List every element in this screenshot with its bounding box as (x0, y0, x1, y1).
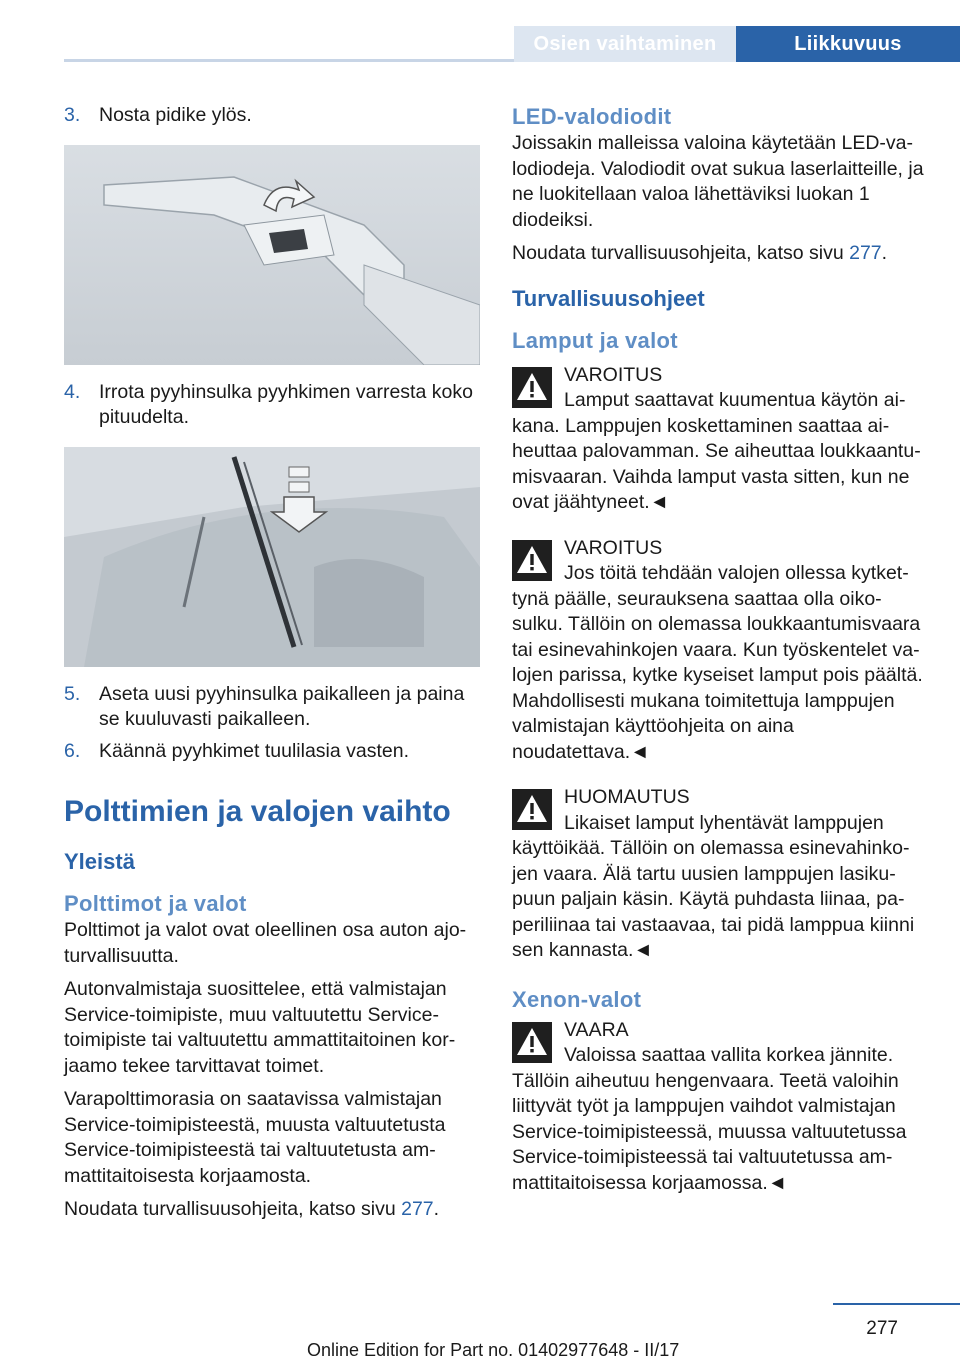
warning-block (512, 363, 926, 516)
notice-label: HUOMAUTUS (564, 786, 690, 808)
step-number: 4. (64, 380, 81, 403)
step-text: Nosta pidike ylös. (99, 104, 252, 126)
page-link[interactable]: 277 (401, 1198, 434, 1220)
reference-paragraph (512, 241, 926, 267)
page-link[interactable]: 277 (849, 242, 882, 264)
paragraph: Polttimot ja valot ovat oleellinen osa auton ajo-turvallisuutta. (64, 919, 467, 967)
subsection-heading: Yleistä (64, 849, 135, 874)
left-column (64, 103, 480, 1231)
warning-first-line: Lamput saattavat kuumentua käytön ai- (564, 389, 906, 411)
tab-section[interactable]: Osien vaihtaminen (514, 26, 736, 62)
warning-icon (512, 1022, 552, 1063)
step-number: 6. (64, 739, 81, 762)
step-text: Aseta uusi pyyhinsulka paikalleen ja paina se kuuluvasti paikalleen. (99, 682, 465, 730)
paragraph: Autonvalmistaja suosittelee, että valmistajan Service-toimipiste, muu valtuutettu Service-toimipiste tai valtuutettu ammattitaitoinen kor-jaamo tekee tarvittavat toimet. (64, 978, 456, 1077)
paragraph: Joissakin malleissa valoina käytetään LED-va-lodiodeja. Valodiodit ovat sukua laserlaitteille, ja ne luokitellaan valoa lähettäviksi luokan 1 diodeiksi. (512, 132, 924, 231)
warning-first-line: Jos töitä tehdään valojen ollessa kytket- (564, 562, 909, 584)
step-text: Käännä pyyhkimet tuulilasia vasten. (99, 739, 410, 762)
notice-block (512, 785, 926, 964)
step-text: Irrota pyyhinsulka pyyhkimen varresta koko pituudelta. (99, 380, 473, 428)
section-heading: Polttimien ja valojen vaihto (64, 795, 451, 828)
step-3 (64, 103, 480, 129)
notice-body: käyttöikää. Tällöin on olemassa esinevahinko-jen vaara. Älä tartu uusien lamppujen lasiku-puun paljain käsin. Käytä puhdasta liinaa, pa-periliinaa tai vastaavaa, tai pidä lamppua kiinni sen kannasta.◄ (512, 837, 915, 961)
wiper-holder-illustration (64, 145, 480, 365)
step-5 (64, 682, 480, 733)
reference-text: Noudata turvallisuusohjeita, katso sivu (64, 1198, 402, 1220)
topic-heading: Xenon-valot (512, 986, 642, 1012)
step-number: 5. (64, 682, 81, 705)
warning-icon (512, 540, 552, 581)
page-number: 277 (866, 1318, 898, 1339)
warning-icon (512, 789, 552, 830)
danger-block (512, 1018, 926, 1197)
edition-label: Online Edition for Part no. 01402977648 - II/17 (307, 1340, 680, 1360)
footer-rule (833, 1303, 960, 1305)
danger-first-line: Valoissa saattaa vallita korkea jännite. (564, 1044, 894, 1066)
topic-heading: Lamput ja valot (512, 327, 678, 353)
warning-body: tynä päälle, seurauksena saattaa olla oiko-sulku. Tällöin on olemassa loukkaantumisvaara tai esinevahinkojen vaara. Kun työskentelet va-lojen parissa, kytke kyseiset lamput pois päältä. Mahdollisesti mukana toimitettuja lamppujen valmistajan käyttöohjeita on aina noudatettava.◄ (512, 587, 923, 763)
warning-body: kana. Lamppujen koskettaminen saattaa ai-heuttaa palovamman. Se aiheuttaa loukkaantu-misvaaran. Vaihda lamput vasta sitten, kun ne ovat jäähtyneet.◄ (512, 414, 921, 513)
right-column (512, 103, 926, 1196)
danger-label: VAARA (564, 1018, 629, 1041)
reference-paragraph (64, 1197, 480, 1223)
reference-end: . (881, 242, 888, 264)
step-4 (64, 380, 480, 431)
topic-heading: LED-valodiodit (512, 104, 672, 129)
step-number: 3. (64, 104, 81, 126)
warning-icon (512, 367, 552, 408)
step-6 (64, 739, 480, 765)
warning-label: VAROITUS (564, 363, 663, 386)
windshield-wiper-illustration (64, 447, 480, 667)
subsection-heading: Turvallisuusohjeet (512, 285, 705, 311)
paragraph: Varapolttimorasia on saatavissa valmistajan Service-toimipisteestä, muusta valtuutetusta Service-toimipisteestä tai valtuutetusta am-mattitaitoisesta korjaamosta. (64, 1088, 446, 1187)
warning-label: VAROITUS (564, 536, 663, 559)
warning-block (512, 536, 926, 766)
topic-heading: Polttimot ja valot (64, 891, 247, 916)
reference-text: Noudata turvallisuusohjeita, katso sivu (512, 242, 850, 264)
reference-end: . (433, 1198, 440, 1220)
tab-active-chapter[interactable]: Liikkuvuus (736, 26, 960, 62)
danger-body: Tällöin aiheutuu hengenvaara. Teetä valoihin liittyvät työt ja lamppujen vaihdot valmistajan Service-toimipisteessä, muussa valtuutetussa Service-toimipisteessä tai valtuutetussa am-mattitaitoisessa korjaamossa.◄ (512, 1069, 907, 1194)
notice-first-line: Likaiset lamput lyhentävät lamppujen (564, 811, 884, 834)
